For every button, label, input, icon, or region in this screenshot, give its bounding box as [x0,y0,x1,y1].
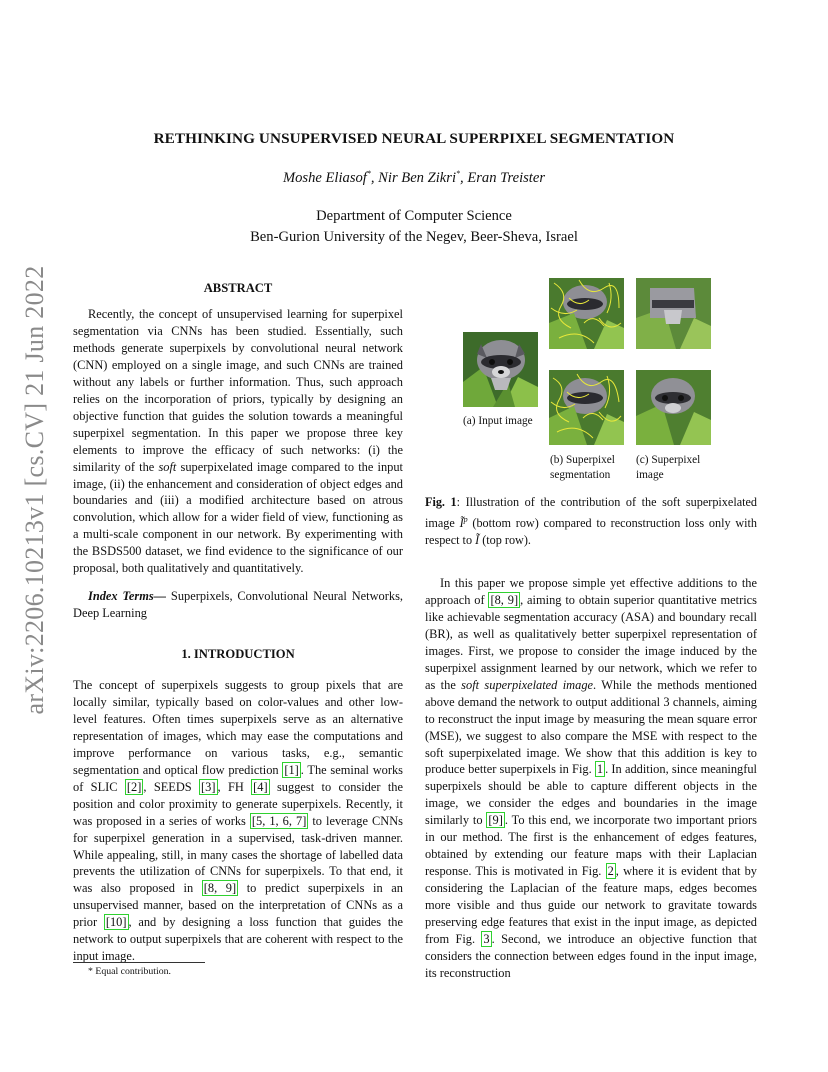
intro-heading: 1. INTRODUCTION [181,647,295,661]
intro-body [73,677,403,965]
figure-label-b: (b) Superpixel segmentation [550,454,615,481]
figure-caption-label: Fig. 1 [425,495,457,509]
paper-title: RETHINKING UNSUPERVISED NEURAL SUPERPIXEL SEGMENTATION [153,130,675,147]
figure-label-a: (a) Input image [463,415,533,427]
superpixel-image-top [636,278,711,349]
intro-body-continued [425,575,757,982]
intro-paragraph: The concept of superpixels suggests to group pixels that are locally similar, typically based on color-values and other low-level features. Often times superpixels serve as an alternative representation of images, which may ease the computations and improve performance on various tasks, e.g., semantic segmentation and optical flow prediction [1] . The seminal works of SLIC [2] , SEEDS [3] , FH [4] suggest to consider the position and color proximity to generate superpixels. Recently, it was proposed in a series of works [5, 1, 6, 7] to leverage CNNs for superpixel generation in a supervised, task-driven manner. While appealing, still, in many cases the shortage of labelled data prevents the utilization of CNNs for superpixels. To that end, it was also proposed in [8, 9] to predict superpixels in an unsupervised manner, based on the interpretation of CNNs as a prior [10] , and by designing a loss function that guides the network to output superpixels that are coherent with respect to the input image. [73,678,404,964]
figure-caption: Fig. 1: Illustration of the contribution of the soft superpixelated image $Ĩ^p$ (bottom row) compared to reconstruction loss only with respect to Ĩ (top row). [425,495,757,548]
abstract-paragraph: Recently, the concept of unsupervised learning for superpixel segmentation via CNNs has been studied. Essentially, such methods generate superpixels by convolutional neural network (CNN) employed on a single image, and such CNNs are trained without any labels or further information. Thus, such approach relies on the incorporation of priors, typically by designing an objective function that guides the solution towards a meaningful superpixel segmentation. In this paper we propose three key elements to improve the efficacy of such networks: (i) the similarity of the soft superpixelated image compared to the input image, (ii) the enhancement and consideration of object edges and boundaries and (iii) a modified architecture based on atrous convolution, which allow for a wider field of view, functioning as a multi-scale component in our network. By experimenting with the BSDS500 dataset, we find evidence to the significance of our proposal, both qualitatively and quantitatively. [73,307,403,576]
figure-label-c: (c) Superpixel image [636,454,701,481]
arxiv-sidebar [10,265,60,715]
raccoon-input-image [463,332,538,407]
intro-paragraph-2: In this paper we propose simple yet effective additions to the approach of [8, 9] , aiming to obtain superior quantitative metrics like achievable segmentation accuracy (ASA) and boundary recall (BR), as well as qualitatively better superpixel representation of images. First, we propose to consider the image induced by the superpixel assignment learned by our network, which we refer to as the soft superpixelated image. While the methods mentioned above demand the network to output additional 3 channels, aiming to reconstruct the input image by measuring the mean square error (MSE), we suggest to also compare the MSE with respect to the soft superpixelated image. We show that this addition is key to produce better superpixels in Fig. 1 . In addition, since meaningful superpixels should be able to capture different objects in the image, we consider the edges and boundaries in the image similarly to [9] . To this end, we incorporate two important priors in our method. The first is the enhancement of edges features, obtained by extending our feature maps with their Laplacian response. This is motivated in Fig. 2 , where it is evident that by considering the Laplacian of the feature maps, edges becomes more visible and thus guide our network to gravitate towards preserving edge features that exist in the input image, as depicted from Fig. 3 . Second, we introduce an objective function that considers the connection between edges found in the input image, its reconstruction [425,576,758,980]
index-terms-label: Index Terms— [88,589,167,603]
affiliation-department: Department of Computer Science [316,208,512,224]
footnote-rule [73,962,205,963]
authors: Moshe Eliasof*, Nir Ben Zikri*, Eran Treister [282,169,546,186]
affiliation-university: Ben-Gurion University of the Negev, Beer-Sheva, Israel [250,229,578,245]
abstract-heading: ABSTRACT [203,281,273,295]
abstract-body [73,306,403,577]
affiliation [0,206,828,248]
arxiv-id: arXiv:2206.10213v1 [cs.CV] 21 Jun 2022 [20,265,49,715]
superpixel-segmentation-top [549,278,624,349]
superpixel-image-bottom [636,370,711,445]
index-terms-text: Superpixels, Convolutional Neural Networks, Deep Learning [73,589,403,620]
superpixel-segmentation-bottom [549,370,624,445]
index-terms [73,588,403,622]
footnote: * Equal contribution. [88,966,171,977]
